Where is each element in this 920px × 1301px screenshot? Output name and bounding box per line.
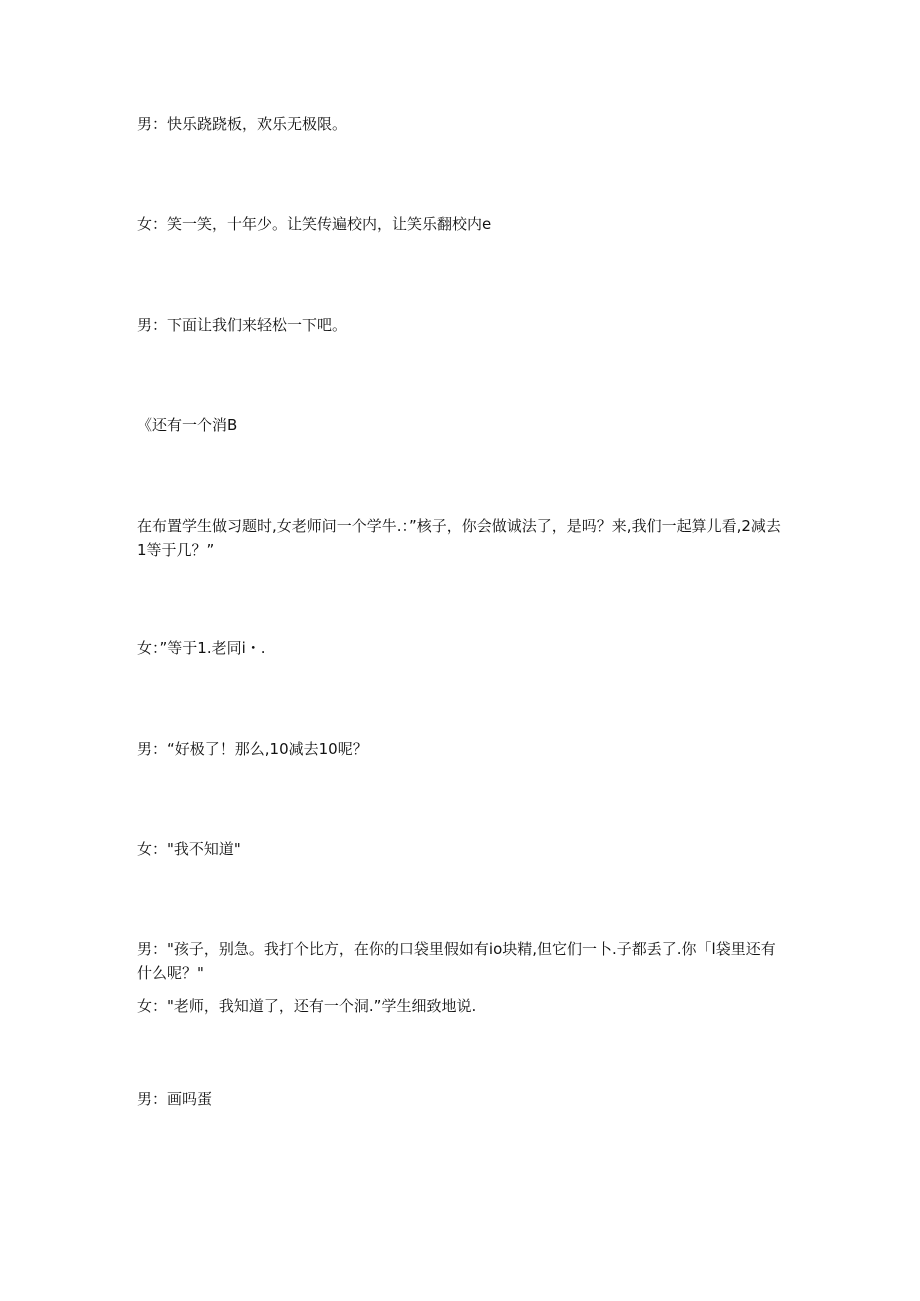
text-paragraph-story: 在布置学生做习题时,女老师问一个学牛.：”核子，你会做诚法了，是吗？来,我们一起算儿看,2减去1等于几？” [137,517,781,559]
text-line-7: 女："我不知道" [137,840,241,858]
text-line-1: 男：快乐跷跷板，欢乐无极限。 [137,115,348,133]
text-line-2: 女：笑一笑，十年少。让笑传遍校内，让笑乐翻校内e [137,215,492,233]
text-line-10: 男：画吗蛋 [137,1090,213,1108]
text-line-5: 女：”等于1.老同i・. [137,639,266,657]
text-line-3: 男：下面让我们来轻松一下吧。 [137,316,348,334]
section-heading: 《还有一个消B [137,416,238,434]
text-line-6: 男：“好极了！那么,10减去10呢？ [137,740,368,758]
text-paragraph-8: 男："孩子，别急。我打个比方，在你的口袋里假如有io块精,但它们一卜.子都丢了.你「l袋里还有什么呢？" [137,940,776,982]
text-line-9: 女："老师，我知道了，还有一个洞.”学生细致地说. [137,997,477,1015]
